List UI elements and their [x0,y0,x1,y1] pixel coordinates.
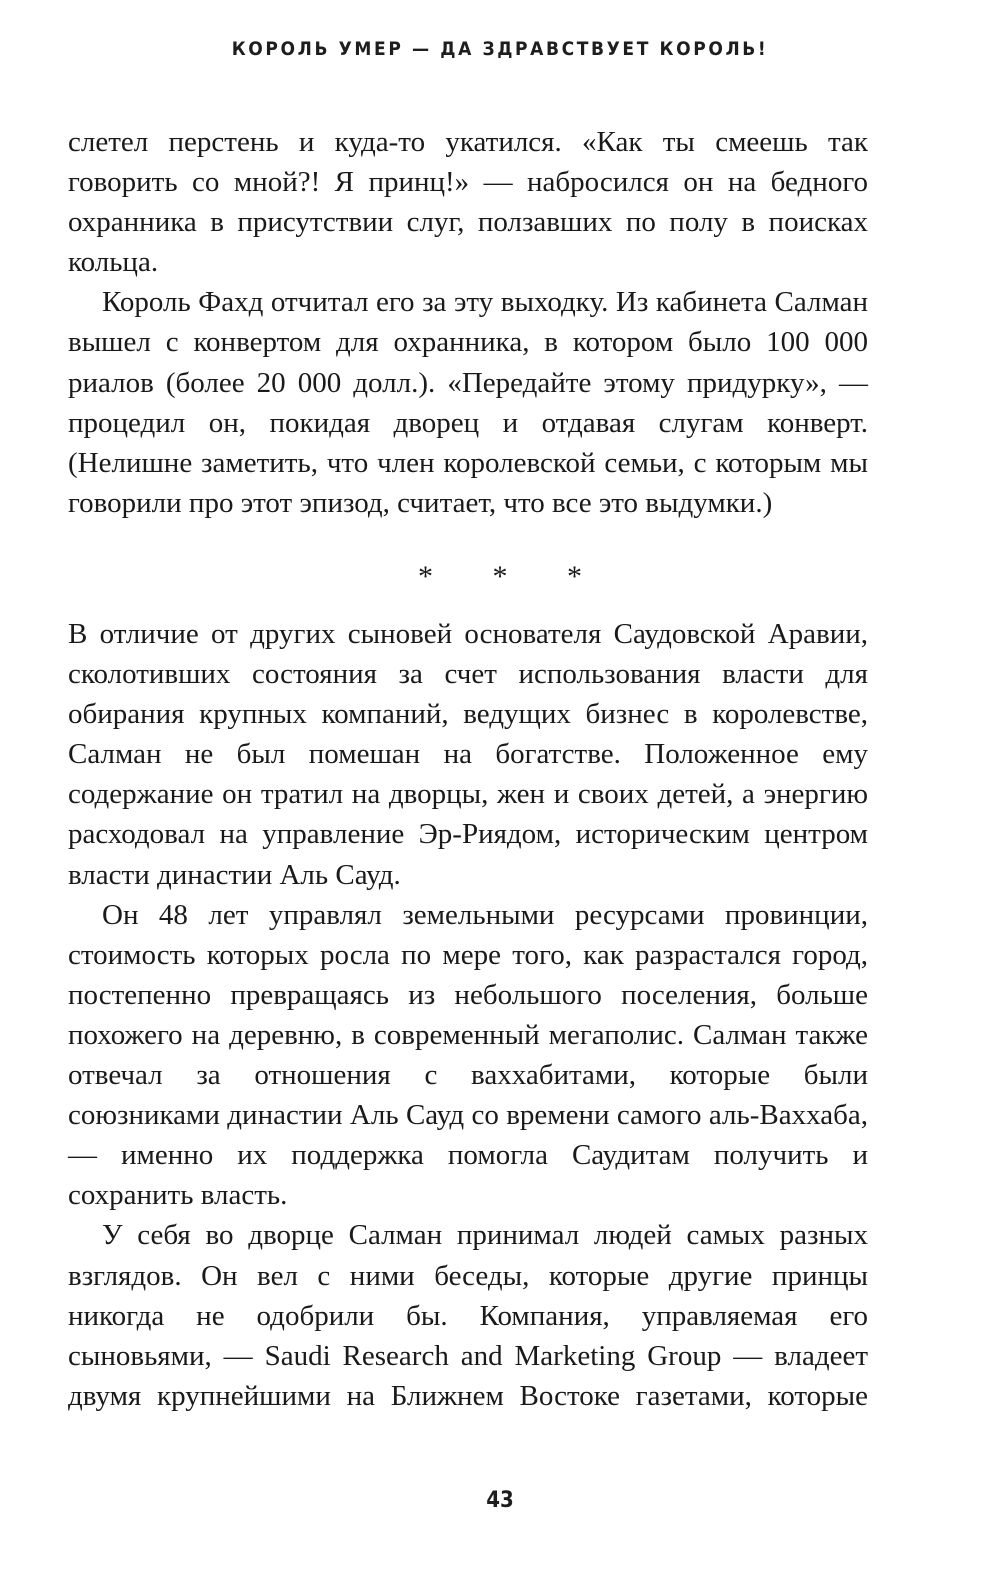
paragraph: Король Фахд отчитал его за эту выходку. Из кабинета Салман вышел с конвертом для охранника, в котором было 100 000 риалов (более 20 000 долл.). «Передайте этому придурку», — процедил он, покидая дворец и отдавая слугам конверт. (Нелишне заметить, что член королевской семьи, с которым мы говорили про этот эпизод, считает, что все это выдумки.) [68,286,868,519]
paragraph-continues: У себя во дворце Салман принимал людей самых разных взглядов. Он вел с ними беседы, которые другие принцы никогда не одобрили бы. Компания, управляемая его сыновьями, — Saudi Research and Marketing Group — владеет двумя крупнейшими на Ближнем Востоке газетами, которые [68,1219,868,1412]
paragraph: Он 48 лет управлял земельными ресурсами провинции, стоимость которых росла по мере того, как разрастался город, постепенно превращаясь из небольшого поселения, больше похожего на деревню, в современный мегаполис. Салман также отвечал за отношения с ваххабитами, которые были союзниками династии Аль Сауд со времени самого аль-Ваххаба, — именно их поддержка помогла Саудитам получить и сохранить власть. [68,898,868,1212]
text-block-after-break [68,614,868,1416]
section-break-asterisks: * * * [418,560,608,593]
page-number: 43 [486,1488,514,1513]
paragraph-continuation: слетел перстень и куда-то укатился. «Как ты смеешь так говорить со мной?! Я принц!» — набросился он на бедного охранника в присутствии слуг, ползавших по полу в поисках кольца. [68,126,868,279]
text-block-before-break [68,122,868,523]
paragraph: В отличие от других сыновей основателя Саудовской Аравии, сколотивших состояния за счет использования власти для обирания крупных компаний, ведущих бизнес в королевстве, Салман не был помешан на богатстве. Положенное ему содержание он тратил на дворцы, жен и своих детей, а энергию расходовал на управление Эр-Риядом, историческим центром власти династии Аль Сауд. [68,618,868,891]
running-head: КОРОЛЬ УМЕР — ДА ЗДРАВСТВУЕТ КОРОЛЬ! [231,38,769,60]
